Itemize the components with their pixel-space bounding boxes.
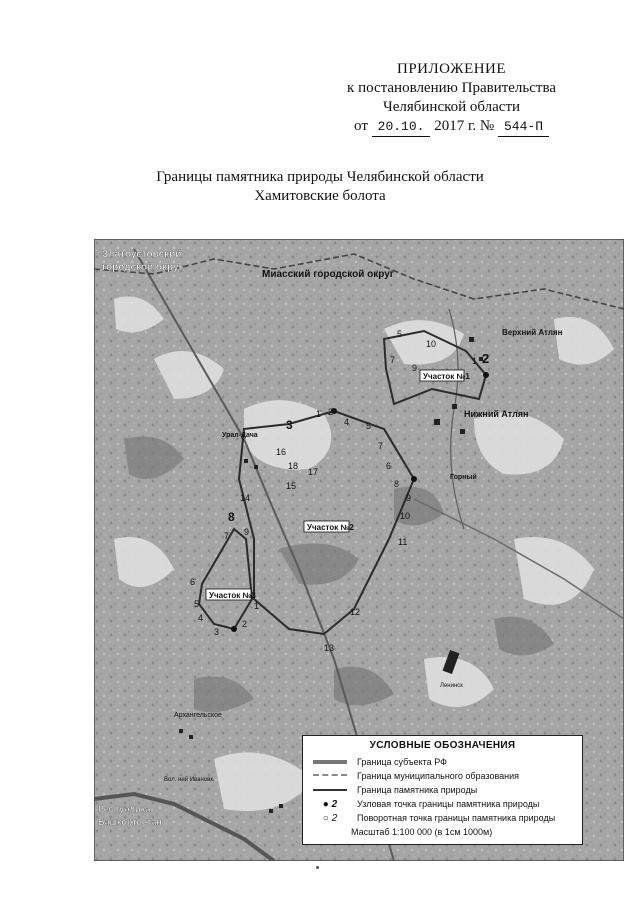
uch2-point-12: 12: [350, 607, 361, 617]
title-line-2: Хамитовские болота: [254, 188, 386, 204]
legend-scale: Масштаб 1:100 000 (в 1см 1000м): [351, 827, 493, 837]
appendix-block: [347, 60, 556, 137]
uch3-point-4: 4: [198, 613, 204, 623]
node-point-icon: ● 2: [322, 798, 338, 810]
appendix-line-2: к постановлению Правительства: [347, 80, 556, 96]
section-1-label: [420, 370, 470, 381]
legend-node-label: Узловая точка границы памятника природы: [357, 799, 540, 809]
uch3-point-8: 8: [228, 510, 235, 524]
turn-point-icon: ○ 2: [322, 812, 338, 824]
label-gorny: Горный: [450, 474, 477, 481]
label-ivanovka: Вол. ний Ивановк.: [164, 777, 215, 783]
section-3-label: [206, 589, 256, 600]
uch3-point-3: 3: [214, 627, 220, 637]
uch2-point-17: 17: [308, 467, 319, 477]
legend-row-turn: [303, 811, 582, 825]
label-bashk-1: Республика: [98, 804, 151, 814]
uch1-point-9: 9: [412, 363, 418, 373]
uch2-point-14: 14: [240, 493, 251, 503]
legend-row-subject: [303, 755, 582, 769]
uch1-point-2: 2: [482, 351, 490, 366]
legend-subject-label: Граница субъекта РФ: [357, 757, 447, 767]
label-nizhniy-atlyan: Нижний Атлян: [464, 409, 529, 419]
uch2-point-18: 18: [288, 461, 299, 471]
monument-border-swatch: [309, 785, 351, 795]
legend-row-node: [303, 797, 582, 811]
uch3-point-5: 5: [194, 599, 200, 609]
subject-border-swatch: [309, 757, 351, 767]
uch3-point-6: 6: [190, 577, 196, 587]
municipal-border-swatch: [309, 771, 351, 781]
uch1-point-7: 7: [390, 355, 396, 365]
title-line-1: Границы памятника природы Челябинской области: [156, 169, 484, 185]
legend-row-monument: [303, 783, 582, 797]
label-bashk-2: Башкортостан: [98, 817, 162, 827]
appendix-title: ПРИЛОЖЕНИЕ: [396, 61, 507, 77]
label-verkhniy-atlyan: Верхний Атлян: [502, 328, 563, 337]
uch2-point-8: 8: [394, 479, 400, 489]
map-legend: [302, 735, 583, 845]
uch2-point-1: 1: [316, 409, 322, 419]
uch3-point-1: 1: [254, 601, 260, 611]
uch3-point-9: 9: [244, 527, 250, 537]
label-miass: Миасский городской округ: [262, 269, 394, 280]
uch2-point-15: 15: [286, 481, 297, 491]
uch2-point-13: 13: [324, 643, 335, 653]
document-title: [0, 168, 640, 206]
uch2-point-5: 5: [366, 421, 372, 431]
uch2-point-4: 4: [344, 417, 350, 427]
svg-text:Участок №3: Участок №3: [209, 591, 256, 600]
uch1-point-10: 10: [426, 339, 437, 349]
uch2-point-16: 16: [276, 447, 287, 457]
legend-row-municipal: [303, 769, 582, 783]
svg-text:Участок №1: Участок №1: [423, 372, 470, 381]
label-ural-dacha: Урал-Дача: [222, 432, 258, 439]
uch1-point-5: 5: [397, 329, 403, 339]
label-zlatoust-2: городской округ: [102, 262, 183, 273]
label-lenin: Ленинск: [440, 683, 463, 689]
label-arkhangelskoe: Архангельское: [174, 712, 222, 719]
decree-date: 20.10.: [372, 117, 431, 137]
legend-municipal-label: Граница муниципального образования: [357, 771, 520, 781]
appendix-date-line: [347, 117, 556, 137]
uch2-point-10: 10: [400, 511, 411, 521]
from-label: от: [354, 118, 368, 134]
legend-turn-label: Поворотная точка границы памятника природы: [357, 813, 556, 823]
uch2-point-3: 3: [286, 418, 293, 432]
page-dot: [316, 866, 319, 869]
uch2-point-6: 6: [386, 461, 392, 471]
year-label: 2017 г. №: [434, 118, 495, 134]
svg-text:Участок №2: Участок №2: [307, 523, 354, 532]
uch2-point-9: 9: [406, 493, 412, 503]
uch2-point-7: 7: [378, 441, 384, 451]
uch2-point-11: 11: [398, 537, 408, 547]
uch1-point-1: 1: [472, 356, 478, 366]
decree-number: 544-П: [498, 117, 549, 137]
legend-monument-label: Граница памятника природы: [357, 785, 478, 795]
uch2-point-2: 2: [328, 407, 334, 417]
label-zlatoust-1: Златоустовский: [102, 249, 182, 260]
appendix-line-3: Челябинской области: [382, 99, 521, 115]
section-2-label: [304, 521, 354, 532]
uch3-point-7: 7: [224, 531, 230, 541]
uch3-point-2: 2: [242, 619, 248, 629]
legend-title: УСЛОВНЫЕ ОБОЗНАЧЕНИЯ: [369, 740, 516, 751]
